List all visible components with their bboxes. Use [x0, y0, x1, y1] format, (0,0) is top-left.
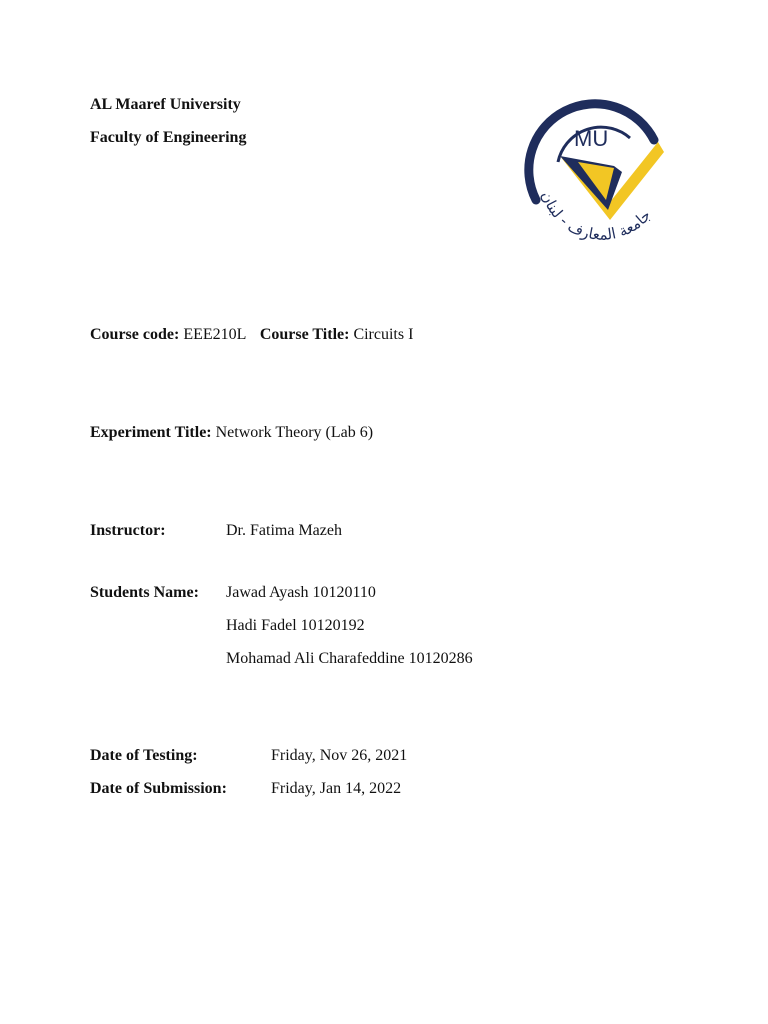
logo-monogram: MU	[574, 126, 609, 151]
submission-date-label: Date of Submission:	[90, 780, 227, 797]
students-label: Students Name:	[90, 584, 199, 601]
course-title-label: Course Title:	[259, 326, 350, 343]
testing-date-label: Date of Testing:	[90, 747, 198, 764]
course-title-value: Circuits I	[353, 326, 414, 343]
university-logo	[518, 96, 678, 264]
university-name: AL Maaref University	[90, 96, 241, 113]
course-line	[90, 325, 413, 345]
instructor-value: Dr. Fatima Mazeh	[226, 522, 342, 539]
logo-arabic-name: جامعة المعارف - لبنان	[537, 188, 655, 244]
experiment-value: Network Theory (Lab 6)	[215, 424, 374, 441]
student-name: Mohamad Ali Charafeddine 10120286	[226, 650, 473, 667]
experiment-label: Experiment Title:	[90, 424, 212, 441]
student-name: Hadi Fadel 10120192	[226, 617, 365, 634]
student-name: Jawad Ayash 10120110	[226, 584, 376, 601]
course-code-value: EEE210L	[183, 326, 246, 343]
experiment-line	[90, 423, 373, 443]
instructor-label: Instructor:	[90, 522, 166, 539]
submission-date-value: Friday, Jan 14, 2022	[271, 780, 402, 797]
faculty-name: Faculty of Engineering	[90, 129, 247, 146]
course-code-label: Course code:	[90, 326, 180, 343]
testing-date-value: Friday, Nov 26, 2021	[271, 747, 408, 764]
